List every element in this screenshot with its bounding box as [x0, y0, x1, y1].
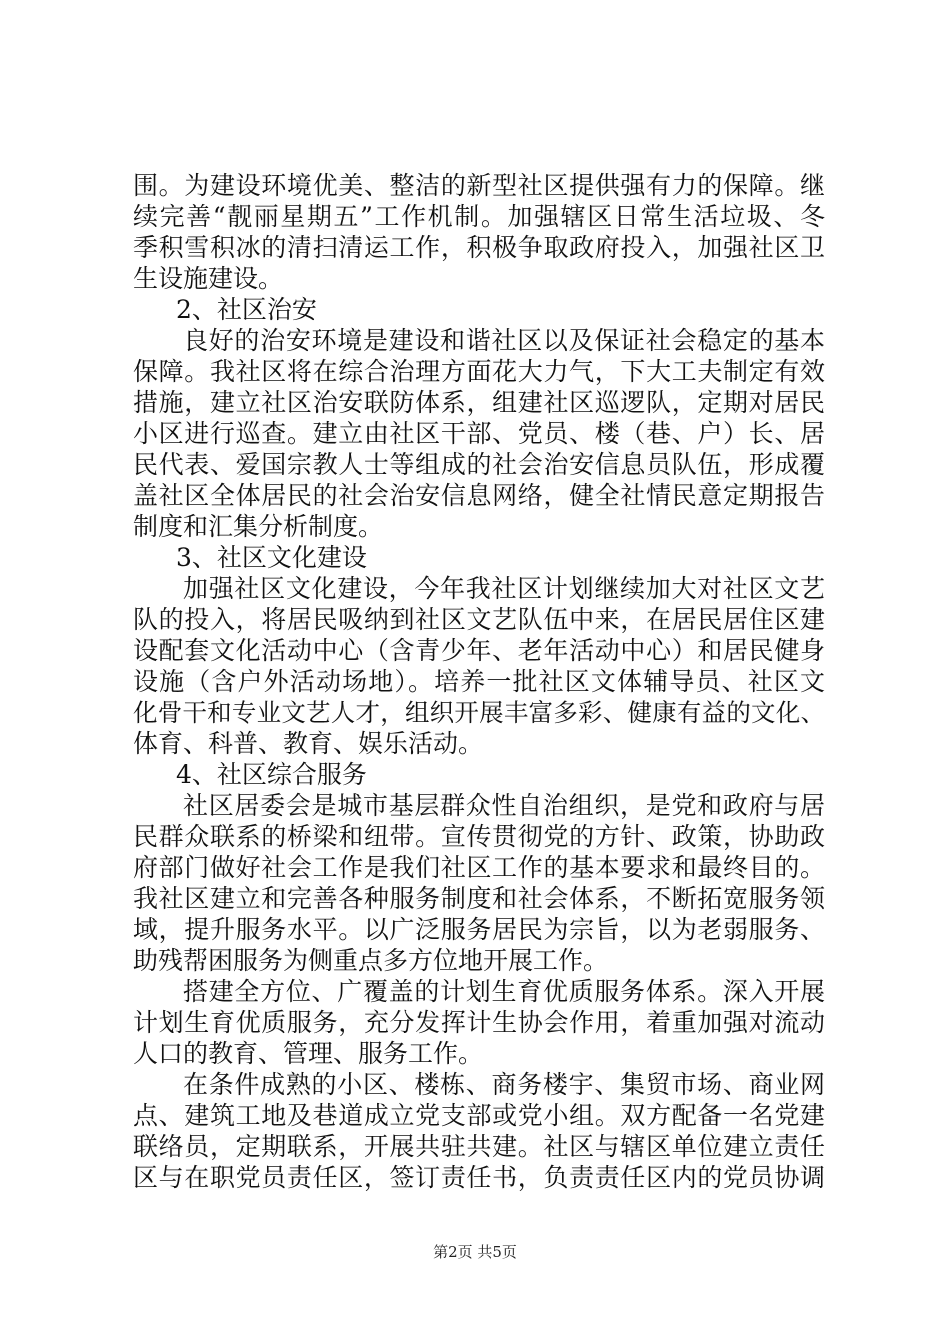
text-line: 计划生育优质服务，充分发挥计生协会作用，着重加强对流动	[133, 1008, 825, 1037]
text-line: 区与在职党员责任区，签订责任书，负责责任区内的党员协调	[133, 1163, 825, 1192]
text-line: 社区居委会是城市基层群众性自治组织，是党和政府与居	[183, 791, 825, 820]
text-line: 民代表、爱国宗教人士等组成的社会治安信息员队伍，形成覆	[133, 450, 825, 479]
text-line: 围。为建设环境优美、整洁的新型社区提供强有力的保障。继	[133, 171, 825, 200]
text-line: 制度和汇集分析制度。	[133, 512, 384, 541]
text-line: 我社区建立和完善各种服务制度和社会体系，不断拓宽服务领	[133, 884, 825, 913]
text-line: 搭建全方位、广覆盖的计划生育优质服务体系。深入开展	[183, 977, 825, 1006]
text-line: 人口的教育、管理、服务工作。	[133, 1039, 484, 1068]
section-heading: 4、社区综合服务	[176, 760, 367, 789]
text-line: 加强社区文化建设，今年我社区计划继续加大对社区文艺	[183, 574, 825, 603]
text-line: 季积雪积冰的清扫清运工作，积极争取政府投入，加强社区卫	[133, 233, 825, 262]
text-line: 化骨干和专业文艺人才，组织开展丰富多彩、健康有益的文化、	[133, 698, 825, 727]
text-line: 生设施建设。	[133, 264, 284, 293]
text-line: 点、建筑工地及巷道成立党支部或党小组。双方配备一名党建	[133, 1101, 825, 1130]
text-line: 良好的治安环境是建设和谐社区以及保证社会稳定的基本	[183, 326, 825, 355]
text-line: 域，提升服务水平。以广泛服务居民为宗旨，以为老弱服务、	[133, 915, 825, 944]
section-heading: 3、社区文化建设	[176, 543, 367, 572]
text-line: 府部门做好社会工作是我们社区工作的基本要求和最终目的。	[133, 853, 825, 882]
text-line: 体育、科普、教育、娱乐活动。	[133, 729, 484, 758]
text-line: 措施，建立社区治安联防体系，组建社区巡逻队，定期对居民	[133, 388, 825, 417]
text-line: 设施（含户外活动场地）。培养一批社区文体辅导员、社区文	[133, 667, 825, 696]
text-line: 在条件成熟的小区、楼栋、商务楼宇、集贸市场、商业网	[183, 1070, 825, 1099]
text-line: 设配套文化活动中心（含青少年、老年活动中心）和居民健身	[133, 636, 825, 665]
text-line: 队的投入，将居民吸纳到社区文艺队伍中来，在居民居住区建	[133, 605, 825, 634]
text-line: 小区进行巡查。建立由社区干部、党员、楼（巷、户）长、居	[133, 419, 825, 448]
text-line: 联络员，定期联系，开展共驻共建。社区与辖区单位建立责任	[133, 1132, 825, 1161]
text-line: 助残帮困服务为侧重点多方位地开展工作。	[133, 946, 609, 975]
page-footer: 第2页 共5页	[433, 1243, 517, 1261]
text-line: 保障。我社区将在综合治理方面花大力气，下大工夫制定有效	[133, 357, 825, 386]
text-line: 续完善“靓丽星期五”工作机制。加强辖区日常生活垃圾、冬	[133, 202, 825, 231]
document-body	[133, 170, 825, 1193]
text-line: 民群众联系的桥梁和纽带。宣传贯彻党的方针、政策，协助政	[133, 822, 825, 851]
text-line: 盖社区全体居民的社会治安信息网络，健全社情民意定期报告	[133, 481, 825, 510]
section-heading: 2、社区治安	[176, 295, 317, 324]
